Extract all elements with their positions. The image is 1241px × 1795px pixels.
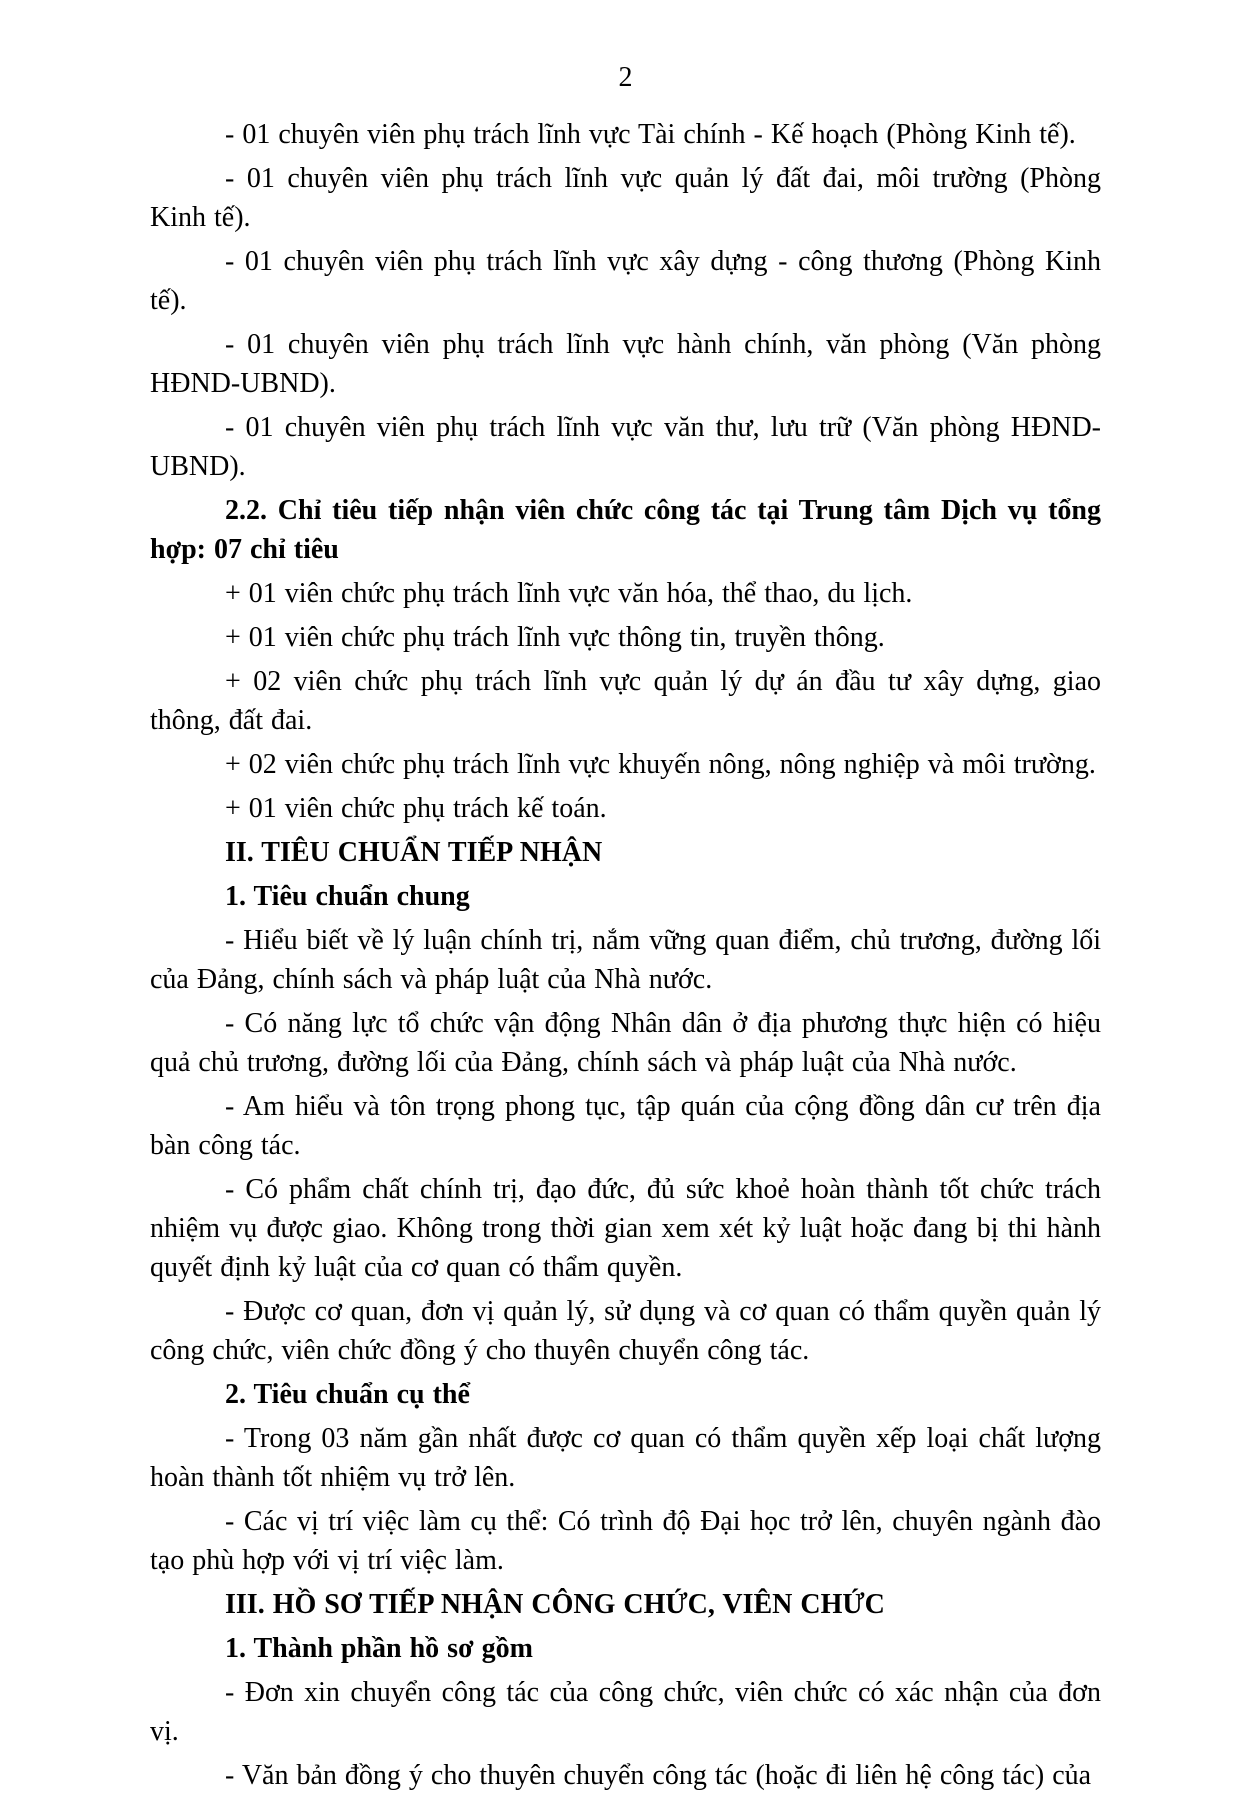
bullet-officer-agriculture-environment: + 02 viên chức phụ trách lĩnh vực khuyến nông, nông nghiệp và môi trường. [225,749,1096,780]
bullet-officer-culture-sports-tourism: + 01 viên chức phụ trách lĩnh vực văn hóa, thể thao, du lịch. [225,578,913,609]
heading-1-dossier-components: 1. Thành phần hồ sơ gồm [225,1633,533,1664]
bullet-transfer-approval-document: - Văn bản đồng ý cho thuyên chuyển công tác (hoặc đi liên hệ công tác) của [225,1760,1092,1791]
bullet-officer-information-communication: + 01 viên chức phụ trách lĩnh vực thông tin, truyền thông. [225,622,885,653]
heading-2-2-service-center-quota: 2.2. Chỉ tiêu tiếp nhận viên chức công tác tại Trung tâm Dịch vụ tổng hợp: 07 chỉ tiêu [150,495,1101,565]
heading-2-specific-standards: 2. Tiêu chuẩn cụ thể [225,1379,470,1410]
page-number: 2 [618,62,633,93]
bullet-specialist-land-environment: - 01 chuyên viên phụ trách lĩnh vực quản lý đất đai, môi trường (Phòng Kinh tế). [150,163,1101,233]
heading-iii-admission-dossier: III. HỒ SƠ TIẾP NHẬN CÔNG CHỨC, VIÊN CHỨC [225,1589,885,1620]
bullet-university-degree: - Các vị trí việc làm cụ thể: Có trình độ Đại học trở lên, chuyên ngành đào tạo phù hợp với vị trí việc làm. [150,1506,1101,1576]
heading-1-general-standards: 1. Tiêu chuẩn chung [225,881,470,912]
bullet-performance-rating: - Trong 03 năm gần nhất được cơ quan có thẩm quyền xếp loại chất lượng hoàn thành tốt nhiệm vụ trở lên. [150,1423,1101,1493]
bullet-political-theory-knowledge: - Hiểu biết về lý luận chính trị, nắm vững quan điểm, chủ trương, đường lối của Đảng, chính sách và pháp luật của Nhà nước. [150,925,1101,995]
bullet-mobilization-capacity: - Có năng lực tổ chức vận động Nhân dân ở địa phương thực hiện có hiệu quả chủ trương, đường lối của Đảng, chính sách và pháp luật của Nhà nước. [150,1008,1101,1078]
bullet-political-quality-ethics: - Có phẩm chất chính trị, đạo đức, đủ sức khoẻ hoàn thành tốt chức trách nhiệm vụ được giao. Không trong thời gian xem xét kỷ luật hoặc đang bị thi hành quyết định kỷ luật của cơ quan có thẩm quyền. [150,1174,1101,1283]
bullet-officer-accounting: + 01 viên chức phụ trách kế toán. [225,793,607,824]
bullet-agency-approval: - Được cơ quan, đơn vị quản lý, sử dụng và cơ quan có thẩm quyền quản lý công chức, viên chức đồng ý cho thuyên chuyển công tác. [150,1296,1101,1366]
bullet-officer-project-management: + 02 viên chức phụ trách lĩnh vực quản lý dự án đầu tư xây dựng, giao thông, đất đai. [150,666,1101,736]
bullet-transfer-application: - Đơn xin chuyển công tác của công chức, viên chức có xác nhận của đơn vị. [150,1677,1101,1747]
bullet-specialist-construction-industry: - 01 chuyên viên phụ trách lĩnh vực xây dựng - công thương (Phòng Kinh tế). [150,246,1101,316]
bullet-specialist-archives: - 01 chuyên viên phụ trách lĩnh vực văn thư, lưu trữ (Văn phòng HĐND-UBND). [150,412,1101,482]
bullet-customs-respect: - Am hiểu và tôn trọng phong tục, tập quán của cộng đồng dân cư trên địa bàn công tác. [150,1091,1101,1161]
bullet-specialist-finance: - 01 chuyên viên phụ trách lĩnh vực Tài chính - Kế hoạch (Phòng Kinh tế). [225,119,1076,150]
bullet-specialist-admin-office: - 01 chuyên viên phụ trách lĩnh vực hành chính, văn phòng (Văn phòng HĐND-UBND). [150,329,1101,399]
heading-ii-admission-standards: II. TIÊU CHUẨN TIẾP NHẬN [225,837,603,868]
